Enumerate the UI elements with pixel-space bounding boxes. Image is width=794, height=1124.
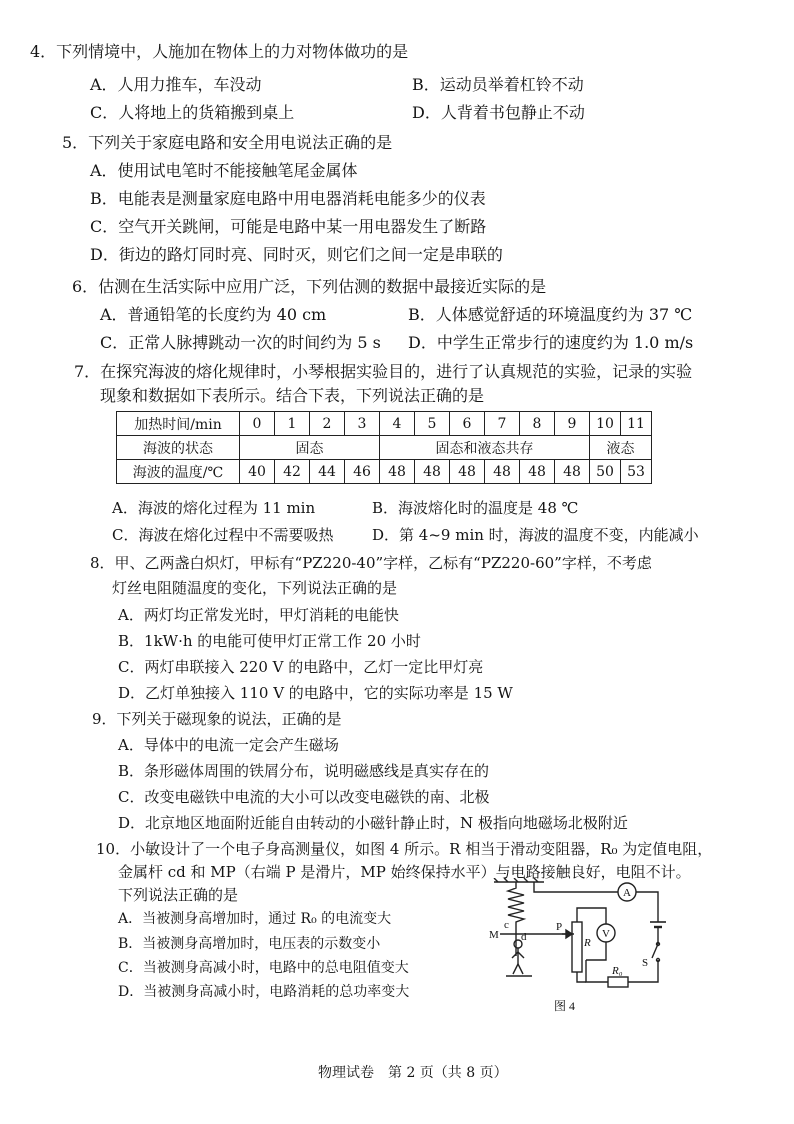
question-8-option-d: D．乙灯单独接入 110 V 的电路中，它的实际功率是 15 W [118,684,513,702]
resistor-r0 [608,977,628,987]
question-4-option-c: C．人将地上的货箱搬到桌上 [90,103,295,122]
table-cell-state-liquid: 液态 [590,436,652,460]
table-cell-temperature: 46 [345,460,380,484]
question-8-option-a: A．两灯均正常发光时，甲灯消耗的电能快 [118,606,399,624]
variable-resistor-r [572,922,582,972]
table-cell-time: 0 [240,412,275,436]
question-4-stem: 4．下列情境中，人施加在物体上的力对物体做功的是 [30,42,409,61]
question-9-option-d: D．北京地区地面附近能自由转动的小磁针静止时，N 极指向地磁场北极附近 [118,814,628,832]
table-cell-temperature: 48 [485,460,520,484]
question-8-option-b: B．1kW·h 的电能可使甲灯正常工作 20 小时 [118,632,421,650]
question-6-option-b: B．人体感觉舒适的环境温度约为 37 ℃ [408,305,693,324]
question-6-option-c: C．正常人脉搏跳动一次的时间约为 5 s [100,333,381,352]
question-8-stem-line1: 8．甲、乙两盏白炽灯，甲标有“PZ220-40”字样，乙标有“PZ220-60”字样，不考虑 [90,554,652,572]
question-7-option-c: C．海波在熔化过程中不需要吸热 [112,526,334,544]
question-9-stem: 9．下列关于磁现象的说法，正确的是 [92,710,342,728]
question-10-option-d: D．当被测身高减小时，电路消耗的总功率变大 [118,984,410,1000]
question-4-option-d: D．人背着书包静止不动 [412,103,585,122]
table-cell-temperature: 53 [621,460,652,484]
table-cell-temperature: 40 [240,460,275,484]
question-8-option-c: C．两灯串联接入 220 V 的电路中，乙灯一定比甲灯亮 [118,658,484,676]
question-9-option-a: A．导体中的电流一定会产生磁场 [118,736,339,754]
question-5-option-c: C．空气开关跳闸，可能是电路中某一用电器发生了断路 [90,217,487,236]
label-p: P [556,921,563,933]
label-c: c [504,919,509,931]
question-4-option-b: B．运动员举着杠铃不动 [412,75,584,94]
question-10-option-a: A．当被测身高增加时，通过 R₀ 的电流变大 [118,911,392,927]
question-9-option-b: B．条形磁体周围的铁屑分布，说明磁感线是真实存在的 [118,762,490,780]
table-cell-time: 8 [520,412,555,436]
table-cell-time: 7 [485,412,520,436]
table-cell-time: 6 [450,412,485,436]
question-8-stem-line2: 灯丝电阻随温度的变化，下列说法正确的是 [112,579,398,597]
question-7-stem-line1: 7．在探究海波的熔化规律时，小琴根据实验目的，进行了认真规范的实验，记录的实验 [74,362,693,381]
question-10-option-b: B．当被测身高增加时，电压表的示数变小 [118,936,381,952]
table-cell-state-solid: 固态 [240,436,380,460]
table-cell-temperature: 48 [380,460,415,484]
table-cell-temperature: 48 [520,460,555,484]
question-6-option-a: A．普通铅笔的长度约为 40 cm [100,305,327,324]
page-footer: 物理试卷 第 2 页（共 8 页） [318,1065,508,1081]
question-5-option-d: D．街边的路灯同时亮、同时灭，则它们之间一定是串联的 [90,245,503,264]
table-cell-temperature: 42 [275,460,310,484]
question-6-option-d: D．中学生正常步行的速度约为 1.0 m/s [408,333,694,352]
spring [508,882,524,926]
question-10-option-c: C．当被测身高减小时，电路中的总电阻值变大 [118,960,409,976]
table-cell-time: 4 [380,412,415,436]
table-cell-time: 10 [590,412,621,436]
question-6-stem: 6．估测在生活实际中应用广泛，下列估测的数据中最接近实际的是 [72,277,547,296]
switch-s [652,944,658,958]
label-d: d [521,931,527,943]
question-10-stem-line3: 下列说法正确的是 [118,886,239,904]
table-row-temperature [117,460,652,484]
table-cell-temperature: 50 [590,460,621,484]
question-5-stem: 5．下列关于家庭电路和安全用电说法正确的是 [62,133,393,152]
label-m: M [489,929,499,941]
label-s: S [642,957,649,969]
height-meter-circuit-figure [486,878,670,1018]
table-cell-time: 3 [345,412,380,436]
question-5-option-b: B．电能表是测量家庭电路中用电器消耗电能多少的仪表 [90,189,486,208]
table-header-time: 加热时间/min [117,412,240,436]
question-7-stem-line2: 现象和数据如下表所示。结合下表，下列说法正确的是 [100,386,485,405]
table-row-time [117,412,652,436]
question-10-stem-line2: 金属杆 cd 和 MP（右端 P 是滑片，MP 始终保持水平）与电路接触良好，电阻不计。 [118,863,691,881]
question-7-option-a: A．海波的熔化过程为 11 min [112,499,316,517]
table-cell-time: 2 [310,412,345,436]
table-cell-temperature: 48 [450,460,485,484]
table-cell-time: 11 [621,412,652,436]
table-cell-time: 9 [555,412,590,436]
label-r0: R₀ [612,965,623,977]
label-a: A [623,887,631,899]
question-5-option-a: A．使用试电笔时不能接触笔尾金属体 [90,161,358,180]
table-cell-time: 1 [275,412,310,436]
question-10-stem-line1: 10．小敏设计了一个电子身高测量仪，如图 4 所示。R 相当于滑动变阻器，R₀ 为定值电阻， [96,840,713,858]
question-4-option-a: A．人用力推车，车没动 [90,75,262,94]
table-cell-temperature: 44 [310,460,345,484]
table-cell-temperature: 48 [415,460,450,484]
figure-caption: 图 4 [554,999,576,1013]
question-7-option-b: B．海波熔化时的温度是 48 ℃ [372,499,579,517]
melting-data-table [116,411,652,484]
table-row-state [117,436,652,460]
table-cell-time: 5 [415,412,450,436]
question-7-option-d: D．第 4~9 min 时，海波的温度不变，内能减小 [372,526,699,544]
table-header-temperature: 海波的温度/℃ [117,460,240,484]
table-header-state: 海波的状态 [117,436,240,460]
question-9-option-c: C．改变电磁铁中电流的大小可以改变电磁铁的南、北极 [118,788,490,806]
label-v: V [602,928,610,940]
label-r: R [584,937,591,949]
table-cell-temperature: 48 [555,460,590,484]
table-cell-state-mixed: 固态和液态共存 [380,436,590,460]
